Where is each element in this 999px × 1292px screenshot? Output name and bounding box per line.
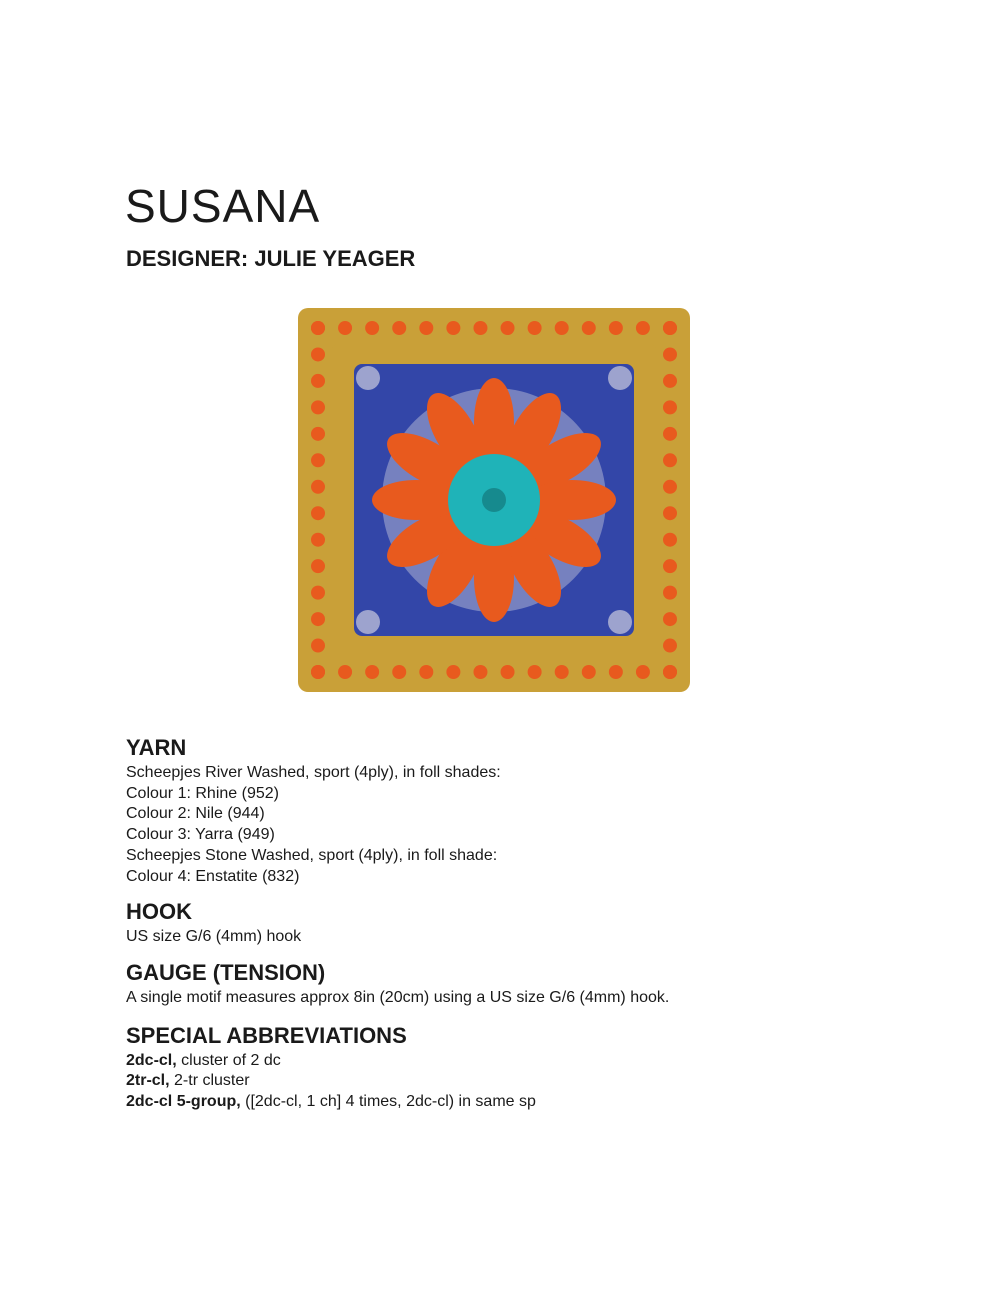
orange-dot [636,321,650,335]
orange-dot [663,586,677,600]
yarn-line: Colour 4: Enstatite (832) [126,867,300,885]
orange-dot [663,321,677,335]
lace-gap [608,366,632,390]
orange-dot [338,665,352,679]
yarn-line: Colour 1: Rhine (952) [126,784,279,802]
orange-dot [473,665,487,679]
yarn-heading: YARN [126,735,187,760]
orange-dot [311,665,325,679]
abbreviation-definition: ([2dc-cl, 1 ch] 4 times, 2dc-cl) in same sp [240,1093,536,1111]
orange-dot [446,321,460,335]
orange-dot [311,400,325,414]
orange-dot [446,665,460,679]
orange-dot [663,427,677,441]
orange-dot [501,665,515,679]
yarn-line: Scheepjes Stone Washed, sport (4ply), in foll shade: [126,846,498,864]
orange-dot [419,321,433,335]
gauge-text: A single motif measures approx 8in (20cm) using a US size G/6 (4mm) hook. [126,988,670,1006]
orange-dot [609,321,623,335]
hook-heading: HOOK [126,899,192,925]
orange-dot [419,665,433,679]
orange-dot [311,506,325,520]
abbreviation-term: 2dc-cl 5-group, [126,1093,241,1111]
abbreviation-definition: 2-tr cluster [169,1072,250,1090]
gauge-heading: GAUGE (TENSION) [126,959,326,985]
lace-gap [608,610,632,634]
pattern-title: SUSANA [125,180,321,232]
orange-dot [663,533,677,547]
orange-dot [311,612,325,626]
abbreviation-term: 2tr-cl, [126,1072,170,1090]
orange-dot [663,374,677,388]
orange-dot [555,665,569,679]
designer-credit: DESIGNER: JULIE YEAGER [126,246,416,271]
orange-dot [663,559,677,573]
abbreviation-item [126,1092,906,1113]
lace-gap [356,610,380,634]
orange-dot [311,480,325,494]
orange-dot [582,665,596,679]
orange-dot [365,321,379,335]
abbreviations-section [126,1021,906,1113]
yarn-line: Colour 2: Nile (944) [126,805,265,823]
abbreviation-definition: cluster of 2 dc [176,1051,281,1069]
abbreviations-heading: SPECIAL ABBREVIATIONS [126,1022,407,1048]
orange-dot [663,506,677,520]
hook-text: US size G/6 (4mm) hook [126,928,302,946]
yarn-line: Colour 3: Yarra (949) [126,826,275,844]
abbreviation-item [126,1051,906,1072]
gauge-section [126,958,906,1009]
orange-dot [582,321,596,335]
abbreviation-item [126,1071,906,1092]
center-hole [482,488,506,512]
orange-dot [311,453,325,467]
orange-dot [528,665,542,679]
orange-dot [311,321,325,335]
orange-dot [636,665,650,679]
orange-dot [528,321,542,335]
lace-gap [356,366,380,390]
yarn-section [126,733,906,887]
yarn-list [126,763,906,887]
orange-dot [473,321,487,335]
orange-dot [311,586,325,600]
orange-dot [311,374,325,388]
orange-dot [311,427,325,441]
orange-dot [311,347,325,361]
orange-dot [338,321,352,335]
hook-section [126,897,906,948]
orange-dot [663,612,677,626]
orange-dot [663,480,677,494]
granny-square-photo [296,306,692,694]
abbreviation-term: 2dc-cl, [126,1051,177,1069]
orange-dot [663,400,677,414]
orange-dot [609,665,623,679]
orange-dot [555,321,569,335]
abbreviations-list [126,1051,906,1113]
orange-dot [663,347,677,361]
orange-dot [663,639,677,653]
yarn-line: Scheepjes River Washed, sport (4ply), in foll shades: [126,764,501,781]
orange-dot [311,533,325,547]
orange-dot [663,453,677,467]
orange-dot [392,321,406,335]
orange-dot [365,665,379,679]
pattern-details [126,733,906,1113]
orange-dot [663,665,677,679]
orange-dot [311,639,325,653]
orange-dot [392,665,406,679]
orange-dot [311,559,325,573]
orange-dot [501,321,515,335]
